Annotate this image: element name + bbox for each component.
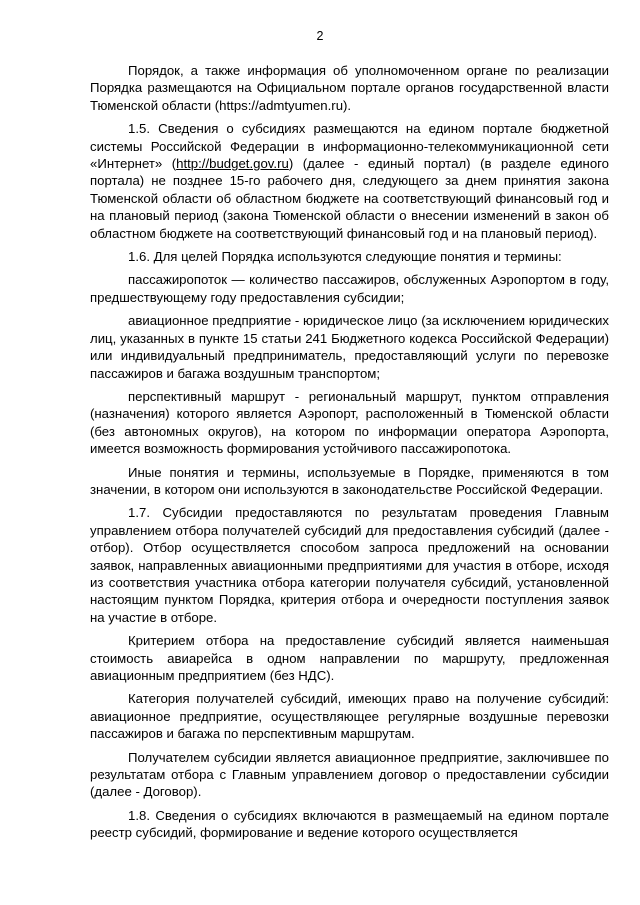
paragraph-1-8: 1.8. Сведения о субсидиях включаются в размещаемый на едином портале реестр субсидий, формирование и ведение которого осуществляется xyxy=(90,807,609,841)
document-body xyxy=(90,62,609,848)
term-prospective-route: перспективный маршрут - региональный маршрут, пунктом отправления (назначения) которого является Аэропорт, расположенный в Тюменской области (без автономных округов), на котором по информации оператора Аэропорта, имеется возможность формирования устойчивого пассажиропотока. xyxy=(90,388,609,457)
page-number: 2 xyxy=(316,29,324,43)
paragraph-recipient: Получателем субсидии является авиационное предприятие, заключившее по результатам отбора с Главным управлением договор о предоставлении субсидии (далее - Договор). xyxy=(90,749,609,800)
paragraph-1-5 xyxy=(90,120,609,242)
paragraph-portal-info: Порядок, а также информация об уполномоченном органе по реализации Порядка размещаются на Официальном портале органов государственной власти Тюменской области (https://admtyumen.ru). xyxy=(90,63,609,113)
paragraph-other-terms: Иные понятия и термины, используемые в Порядке, применяются в том значении, в котором они используются в законодательстве Российской Федерации. xyxy=(90,464,609,497)
budget-portal-link[interactable]: http://budget.gov.ru xyxy=(176,156,289,172)
paragraph-selection-criterion: Критерием отбора на предоставление субсидий является наименьшая стоимость авиарейса в одном направлении по маршруту, предложенная авиационным предприятием (без НДС). xyxy=(90,633,609,683)
term-aviation-enterprise: авиационное предприятие - юридическое лицо (за исключением юридических лиц, указанных в пункте 15 статьи 241 Бюджетного кодекса Российской Федерации) или индивидуальный предприниматель, предоставляющий услуги по перевозке пассажиров и багажа воздушным транспортом; xyxy=(90,313,609,381)
paragraph-recipient-category: Категория получателей субсидий, имеющих право на получение субсидий: авиационное предприятие, осуществляющее регулярные воздушные перевозки пассажиров и багажа по перспективным маршрутам. xyxy=(90,691,609,742)
paragraph-1-6: 1.6. Для целей Порядка используются следующие понятия и термины: xyxy=(128,249,562,265)
paragraph-1-5-text-after: ) (далее - единый портал) (в разделе единого портала) не позднее 15-го рабочего дня, следующего за днем принятия закона Тюменской области об областном бюджете на соответствующий финансовый год и на плановый период (закона Тюменской области о внесении изменений в закон об областном бюджете на соответствующий финансовый год и на плановый период). xyxy=(90,156,610,241)
paragraph-1-7: 1.7. Субсидии предоставляются по результатам проведения Главным управлением отбора получателей субсидий для предоставления субсидий (далее - отбор). Отбор осуществляется способом запроса предложений на основании заявок, направленных авиационными предприятиями для участия в отборе, исходя из соответствия участника отбора категории получателя субсидий, установленной настоящим пунктом Порядка, критерия отбора и очередности поступления заявок на участие в отборе. xyxy=(90,505,609,625)
paragraph-1-5-text-before: 1.5. Сведения о субсидиях размещаются на едином портале бюджетной системы Российской Федерации в информационно-телекоммуникационной сети «Интернет» ( xyxy=(90,121,609,172)
term-passenger-flow: пассажиропоток — количество пассажиров, обслуженных Аэропортом в году, предшествующему году предоставления субсидии; xyxy=(90,272,609,305)
